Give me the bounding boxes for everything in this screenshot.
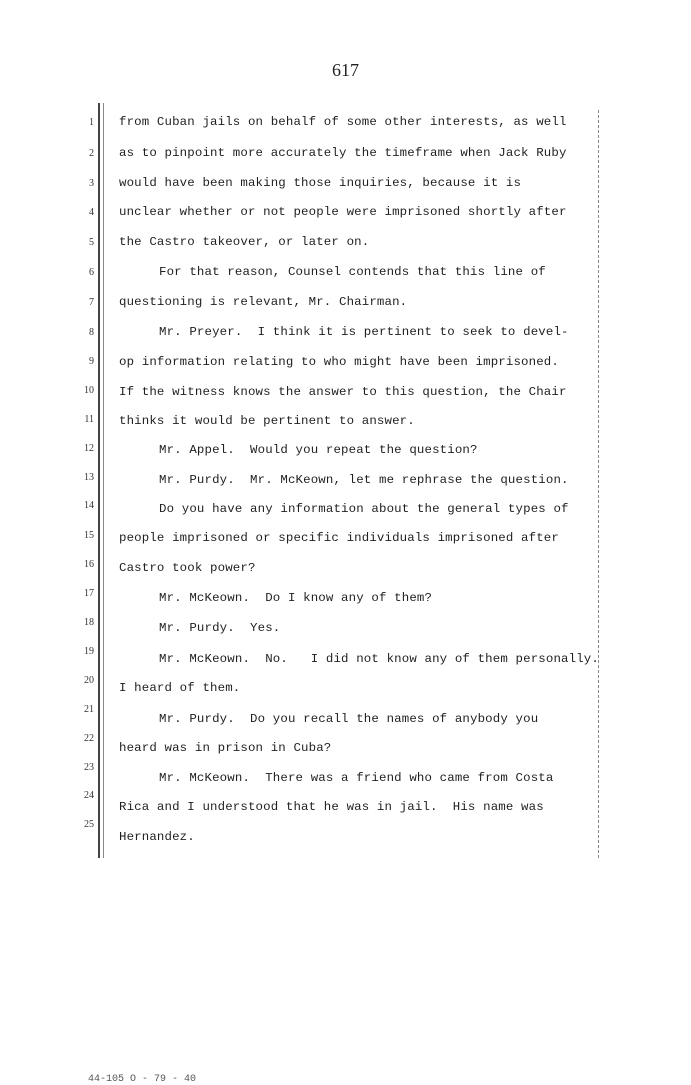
footer-code: 44-105 O - 79 - 40 bbox=[88, 1074, 197, 1085]
line-number: 19 bbox=[84, 646, 94, 657]
line-number: 1 bbox=[89, 117, 94, 128]
line-number: 22 bbox=[84, 733, 94, 744]
line-number: 12 bbox=[84, 443, 94, 454]
line-number: 24 bbox=[84, 790, 94, 801]
transcript-line: Mr. McKeown. No. I did not know any of them personally. bbox=[159, 652, 599, 666]
transcript-line: Hernandez. bbox=[119, 830, 195, 844]
left-margin-rule bbox=[98, 103, 104, 858]
line-number: 11 bbox=[84, 414, 94, 425]
transcript-line: Mr. Preyer. I think it is pertinent to seek to devel- bbox=[159, 325, 569, 339]
line-number: 17 bbox=[84, 588, 94, 599]
line-number: 15 bbox=[84, 530, 94, 541]
transcript-line: thinks it would be pertinent to answer. bbox=[119, 414, 415, 428]
line-number: 20 bbox=[84, 675, 94, 686]
transcript-line: people imprisoned or specific individuals imprisoned after bbox=[119, 531, 559, 545]
line-number: 8 bbox=[89, 327, 94, 338]
line-number: 16 bbox=[84, 559, 94, 570]
transcript-line: For that reason, Counsel contends that this line of bbox=[159, 265, 546, 279]
transcript-line: Mr. McKeown. There was a friend who came from Costa bbox=[159, 771, 554, 785]
transcript-line: I heard of them. bbox=[119, 681, 241, 695]
transcript-line: Mr. Purdy. Do you recall the names of anybody you bbox=[159, 712, 539, 726]
line-number: 25 bbox=[84, 819, 94, 830]
page-number: 617 bbox=[332, 60, 359, 80]
transcript-line: Mr. Appel. Would you repeat the question? bbox=[159, 443, 478, 457]
line-number: 10 bbox=[84, 385, 94, 396]
transcript-line: from Cuban jails on behalf of some other interests, as well bbox=[119, 115, 567, 129]
transcript-line: unclear whether or not people were imprisoned shortly after bbox=[119, 205, 567, 219]
line-number: 4 bbox=[89, 207, 94, 218]
line-number: 6 bbox=[89, 267, 94, 278]
right-margin-rule bbox=[598, 110, 599, 858]
line-number: 21 bbox=[84, 704, 94, 715]
line-number: 7 bbox=[89, 297, 94, 308]
transcript-line: Mr. McKeown. Do I know any of them? bbox=[159, 591, 433, 605]
line-number: 3 bbox=[89, 178, 94, 189]
transcript-line: heard was in prison in Cuba? bbox=[119, 741, 332, 755]
transcript-line: the Castro takeover, or later on. bbox=[119, 235, 370, 249]
transcript-line: Castro took power? bbox=[119, 561, 256, 575]
transcript-line: Rica and I understood that he was in jail. His name was bbox=[119, 800, 544, 814]
line-number: 13 bbox=[84, 472, 94, 483]
transcript-line: op information relating to who might have been imprisoned. bbox=[119, 355, 559, 369]
transcript-line: Mr. Purdy. Mr. McKeown, let me rephrase the question. bbox=[159, 473, 569, 487]
line-number: 2 bbox=[89, 148, 94, 159]
transcript-line: Do you have any information about the general types of bbox=[159, 502, 569, 516]
transcript-line: as to pinpoint more accurately the timeframe when Jack Ruby bbox=[119, 146, 567, 160]
line-number: 18 bbox=[84, 617, 94, 628]
transcript-line: questioning is relevant, Mr. Chairman. bbox=[119, 295, 408, 309]
line-number: 5 bbox=[89, 237, 94, 248]
transcript-line: If the witness knows the answer to this question, the Chair bbox=[119, 385, 567, 399]
transcript-line: would have been making those inquiries, because it is bbox=[119, 176, 522, 190]
transcript-line: Mr. Purdy. Yes. bbox=[159, 621, 281, 635]
line-number: 14 bbox=[84, 500, 94, 511]
line-number: 9 bbox=[89, 356, 94, 367]
line-number: 23 bbox=[84, 762, 94, 773]
